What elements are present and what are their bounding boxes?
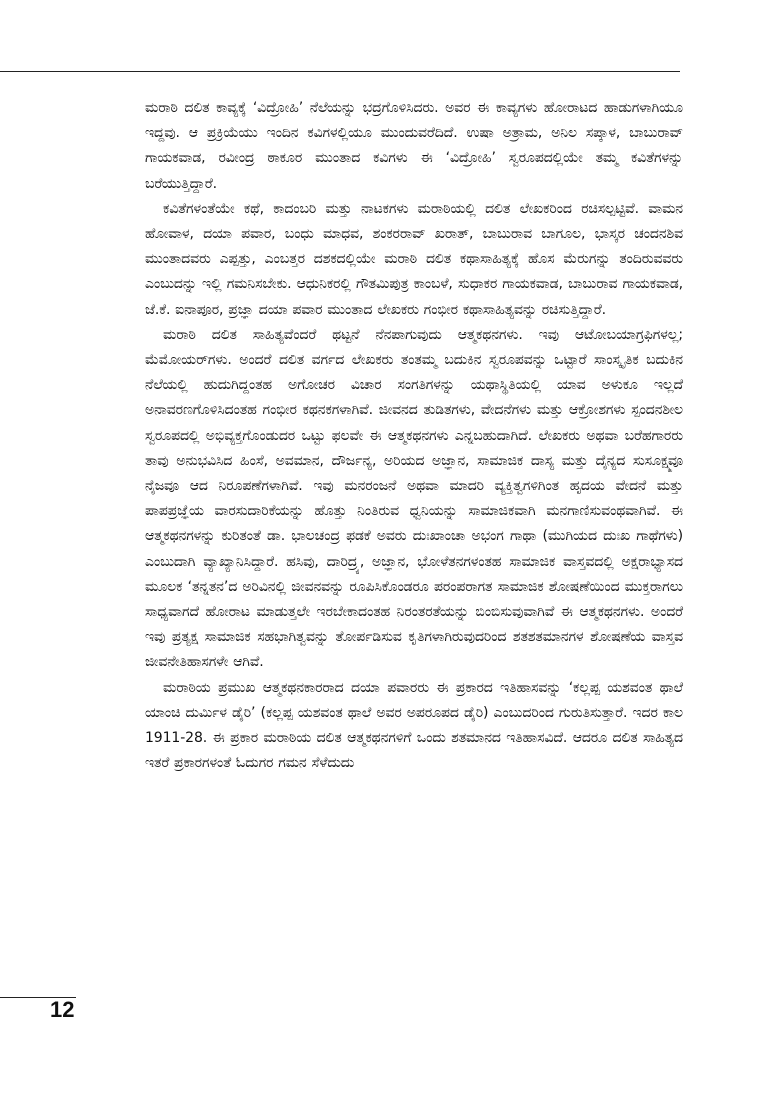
paragraph-3: ಮರಾಠಿ ದಲಿತ ಸಾಹಿತ್ಯವೆಂದರೆ ಥಟ್ಟನೆ ನೆನಪಾಗುವುದು ಆತ್ಮಕಥನಗಳು. ಇವು ಆಟೋಬಯಾಗ್ರಫಿಗಳಲ್ಲ; ಮೆಮೋಯರ್‌ಗಳು. ಅಂದರೆ ದಲಿತ ವರ್ಗದ ಲೇಖಕರು ತಂತಮ್ಮ ಬದುಕಿನ ಸ್ವರೂಪವನ್ನು ಒಟ್ಟಾರೆ ಸಾಂಸ್ಕೃತಿಕ ಬದುಕಿನ ನೆಲೆಯಲ್ಲಿ ಹುದುಗಿದ್ದಂತಹ ಅಗೋಚರ ವಿಚಾರ ಸಂಗತಿಗಳನ್ನು ಯಥಾಸ್ಥಿತಿಯಲ್ಲಿ ಯಾವ ಅಳುಕೂ ಇಲ್ಲದೆ ಅನಾವರಣಗೊಳಿಸಿದಂತಹ ಗಂಭೀರ ಕಥನಕಗಳಾಗಿವೆ. ಜೀವನದ ತುಡಿತಗಳು, ವೇದನೆಗಳು ಮತ್ತು ಆಕ್ರೋಶಗಳು ಸ್ಪಂದನಶೀಲ ಸ್ವರೂಪದಲ್ಲಿ ಅಭಿವ್ಯಕ್ತಗೊಂಡುದರ ಒಟ್ಟು ಫಲವೇ ಈ ಆತ್ಮಕಥನಗಳು ಎನ್ನಬಹುದಾಗಿದೆ. ಲೇಖಕರು ಅಥವಾ ಬರೆಹಗಾರರು ತಾವು ಅನುಭವಿಸಿದ ಹಿಂಸೆ, ಅವಮಾನ, ದೌರ್ಜನ್ಯ, ಅರಿಯದ ಅಜ್ಞಾನ, ಸಾಮಾಜಿಕ ದಾಸ್ಯ ಮತ್ತು ದೈನ್ಯದ ಸುಸೂಕ್ಷ್ಮವೂ ನೈಜವೂ ಆದ ನಿರೂಪಣೆಗಳಾಗಿವೆ. ಇವು ಮನರಂಜನೆ ಅಥವಾ ಮಾದರಿ ವ್ಯಕ್ತಿತ್ವಗಳಿಗಿಂತ ಹೃದಯ ವೇದನೆ ಮತ್ತು ಪಾಪಪ್ರಜ್ಞೆಯ ವಾರಸುದಾರಿಕೆಯನ್ನು ಹೊತ್ತು ನಿಂತಿರುವ ಧ್ವನಿಯನ್ನು ಸಾಮಾಜಿಕವಾಗಿ ಮನಗಾಣಿಸುವಂಥವಾಗಿವೆ. ಈ ಆತ್ಮಕಥನಗಳನ್ನು ಕುರಿತಂತೆ ಡಾ. ಭಾಲಚಂದ್ರ ಫಡಕೆ ಅವರು ದುಃಖಾಂಚಾ ಅಭಂಗ ಗಾಥಾ (ಮುಗಿಯದ ದುಃಖ ಗಾಥೆಗಳು) ಎಂಬುದಾಗಿ ವ್ಯಾಖ್ಯಾನಿಸಿದ್ದಾರೆ. ಹಸಿವು, ದಾರಿದ್ರ್ಯ, ಅಜ್ಞಾನ, ಭೋಳೆತನಗಳಂತಹ ಸಾಮಾಜಿಕ ವಾಸ್ತವದಲ್ಲಿ ಅಕ್ಷರಾಭ್ಯಾಸದ ಮೂಲಕ ‘ತನ್ನತನ’ದ ಅರಿವಿನಲ್ಲಿ ಜೀವನವನ್ನು ರೂಪಿಸಿಕೊಂಡರೂ ಪರಂಪರಾಗತ ಸಾಮಾಜಿಕ ಶೋಷಣೆಯಿಂದ ಮುಕ್ತರಾಗಲು ಸಾಧ್ಯವಾಗದೆ ಹೋರಾಟ ಮಾಡುತ್ತಲೇ ಇರಬೇಕಾದಂತಹ ನಿರಂತರತೆಯನ್ನು ಬಿಂಬಿಸುವುವಾಗಿವೆ ಈ ಆತ್ಮಕಥನಗಳು. ಅಂದರೆ ಇವು ಪ್ರತ್ಯಕ್ಷ ಸಾಮಾಜಿಕ ಸಹಭಾಗಿತ್ವವನ್ನು ತೋರ್ಪಡಿಸುವ ಕೃತಿಗಳಾಗಿರುವುದರಿಂದ ಶತಶತಮಾನಗಳ ಶೋಷಣೆಯ ವಾಸ್ತವ ಜೀವನೇತಿಹಾಸಗಳೇ ಆಗಿವೆ.	[145, 326, 683, 671]
header-rule	[0, 71, 680, 72]
page-number: 12	[50, 997, 75, 1022]
paragraph-1: ಮರಾಠಿ ದಲಿತ ಕಾವ್ಯಕ್ಕೆ ‘ವಿದ್ರೋಹಿ’ ನೆಲೆಯನ್ನು ಭದ್ರಗೊಳಿಸಿದರು. ಅವರ ಈ ಕಾವ್ಯಗಳು ಹೋರಾಟದ ಹಾಡುಗಳಾಗಿಯೂ ಇದ್ದವು. ಆ ಪ್ರಕ್ರಿಯೆಯು ಇಂದಿನ ಕವಿಗಳಲ್ಲಿಯೂ ಮುಂದುವರೆದಿದೆ. ಉಷಾ ಅತ್ರಾಮ, ಅನಿಲ ಸಪ್ಕಾಳ, ಬಾಬುರಾವ್ ಗಾಯಕವಾಡ, ರವೀಂದ್ರ ಠಾಕೂರ ಮುಂತಾದ ಕವಿಗಳು ಈ ‘ವಿದ್ರೋಹಿ’ ಸ್ವರೂಪದಲ್ಲಿಯೇ ತಮ್ಮ ಕವಿತೆಗಳನ್ನು ಬರೆಯುತ್ತಿದ್ದಾರೆ.	[145, 100, 683, 192]
body-text	[145, 96, 683, 776]
paragraph-2: ಕವಿತೆಗಳಂತೆಯೇ ಕಥೆ, ಕಾದಂಬರಿ ಮತ್ತು ನಾಟಕಗಳು ಮರಾಠಿಯಲ್ಲಿ ದಲಿತ ಲೇಖಕರಿಂದ ರಚಿಸಲ್ಪಟ್ಟಿವೆ. ವಾಮನ ಹೋವಾಳ, ದಯಾ ಪವಾರ, ಬಂಧು ಮಾಧವ, ಶಂಕರರಾವ್ ಖರಾತ್, ಬಾಬುರಾವ ಬಾಗೂಲ, ಭಾಸ್ಕರ ಚಂದನಶಿವ ಮುಂತಾದವರು ಎಪ್ಪತ್ತು, ಎಂಬತ್ತರ ದಶಕದಲ್ಲಿಯೇ ಮರಾಠಿ ದಲಿತ ಕಥಾಸಾಹಿತ್ಯಕ್ಕೆ ಹೊಸ ಮೆರುಗನ್ನು ತಂದಿರುವವರು ಎಂಬುದನ್ನು ಇಲ್ಲಿ ಗಮನಿಸಬೇಕು. ಆಧುನಿಕರಲ್ಲಿ ಗೌತಮಿಪುತ್ರ ಕಾಂಬಳೆ, ಸುಧಾಕರ ಗಾಯಕವಾಡ, ಬಾಬುರಾವ ಗಾಯಕವಾಡ, ಜೆ.ಕೆ. ಐನಾಪೂರ, ಪ್ರಜ್ಞಾ ದಯಾ ಪವಾರ ಮುಂತಾದ ಲೇಖಕರು ಗಂಭೀರ ಕಥಾಸಾಹಿತ್ಯವನ್ನು ರಚಿಸುತ್ತಿದ್ದಾರೆ.	[145, 200, 683, 318]
paragraph-4: ಮರಾಠಿಯ ಪ್ರಮುಖ ಆತ್ಮಕಥನಕಾರರಾದ ದಯಾ ಪವಾರರು ಈ ಪ್ರಕಾರದ ಇತಿಹಾಸವನ್ನು ‘ಕಲ್ಲಪ್ಪ ಯಶವಂತ ಥಾಲೆ ಯಾಂಚಿ ದುರ್ಮಿಳ ಡೈರಿ’ (ಕಲ್ಲಪ್ಪ ಯಶವಂತ ಥಾಲೆ ಅವರ ಅಪರೂಪದ ಡೈರಿ) ಎಂಬುದರಿಂದ ಗುರುತಿಸುತ್ತಾರೆ. ಇದರ ಕಾಲ 1911-28. ಈ ಪ್ರಕಾರ ಮರಾಠಿಯ ದಲಿತ ಆತ್ಮಕಥನಗಳಿಗೆ ಒಂದು ಶತಮಾನದ ಇತಿಹಾಸವಿದೆ. ಆದರೂ ದಲಿತ ಸಾಹಿತ್ಯದ ಇತರೆ ಪ್ರಕಾರಗಳಂತೆ ಓದುಗರ ಗಮನ ಸೆಳೆದುದು	[145, 679, 683, 772]
